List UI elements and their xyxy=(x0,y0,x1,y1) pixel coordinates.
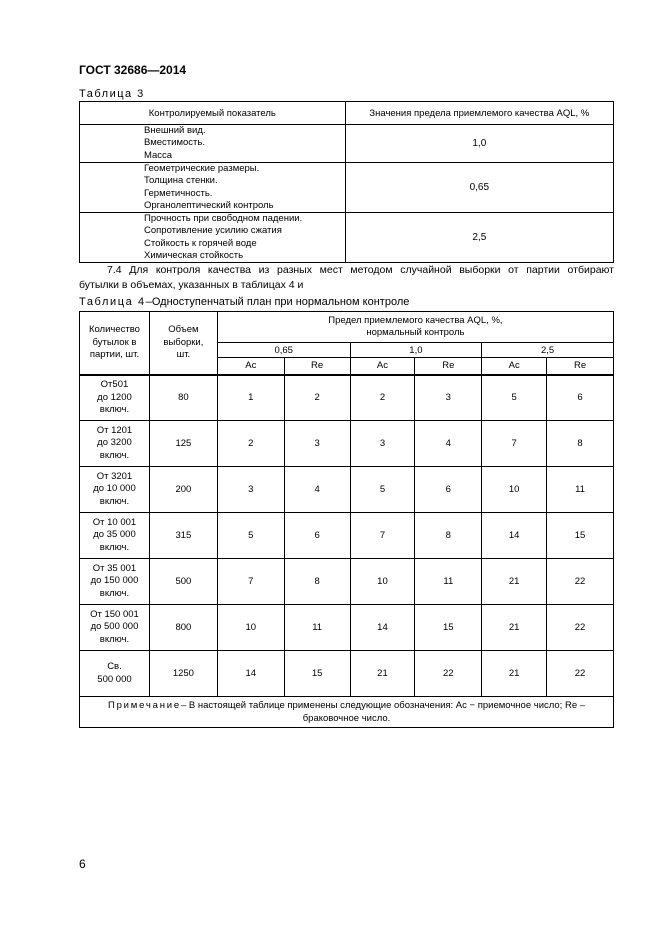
ac-cell: 21 xyxy=(482,559,547,605)
header-line: нормальный контроль xyxy=(366,327,465,338)
sample-size-cell: 80 xyxy=(149,375,217,421)
quantity-cell xyxy=(80,513,150,559)
paragraph-line: 7.4 Для контроля качества из разных мест методом случайной выборки от партии отбирают xyxy=(107,264,614,276)
ac-cell: 2 xyxy=(350,375,415,421)
table4-caption-title: –Одноступенчатый план при нормальном контроле xyxy=(145,296,410,308)
indicator-line: Внешний вид. xyxy=(144,125,206,137)
re-header: Re xyxy=(415,358,482,375)
re-cell: 6 xyxy=(284,513,350,559)
quantity-line: включ. xyxy=(99,587,130,599)
indicator-cell xyxy=(80,213,346,263)
quantity-cell xyxy=(80,605,150,651)
ac-cell: 5 xyxy=(350,467,415,513)
table4-caption xyxy=(79,296,409,308)
quantity-line: до 10 000 xyxy=(93,483,136,495)
re-cell: 11 xyxy=(415,559,482,605)
indicator-line: Сопротивление усилию сжатия xyxy=(144,225,282,237)
quantity-line: От 3201 xyxy=(96,470,133,482)
re-cell: 22 xyxy=(547,605,614,651)
ac-cell: 10 xyxy=(482,467,547,513)
indicator-line: Вместимость. xyxy=(144,137,205,149)
table3-header-indicator: Контролируемый показатель xyxy=(80,102,346,125)
indicator-cell xyxy=(80,125,346,163)
re-cell: 11 xyxy=(284,605,350,651)
re-header: Re xyxy=(547,358,614,375)
quantity-line: включ. xyxy=(99,495,130,507)
table-row xyxy=(80,421,614,467)
paragraph-7-4 xyxy=(79,263,614,293)
quantity-cell xyxy=(80,467,150,513)
ac-cell: 7 xyxy=(350,513,415,559)
sample-size-cell: 315 xyxy=(149,513,217,559)
indicator-line: Масса xyxy=(144,149,173,161)
sample-size-cell: 125 xyxy=(149,421,217,467)
quantity-line: От501 xyxy=(100,379,129,390)
re-cell: 4 xyxy=(284,467,350,513)
quantity-cell xyxy=(80,559,150,605)
quantity-line: включ. xyxy=(99,633,130,645)
quantity-line: до 35 000 xyxy=(93,529,136,541)
indicator-line: Прочность при свободном падении. xyxy=(144,213,303,225)
ac-cell: 21 xyxy=(350,651,415,697)
quantity-line: до 1200 xyxy=(97,391,132,403)
quantity-line: включ. xyxy=(99,541,130,553)
header-line: выборки, xyxy=(163,336,204,348)
quantity-line: до 500 000 xyxy=(90,621,139,633)
sample-size-cell: 500 xyxy=(149,559,217,605)
ac-cell: 3 xyxy=(350,421,415,467)
ac-header: Ac xyxy=(350,358,415,375)
ac-cell: 5 xyxy=(217,513,284,559)
aql-level: 2,5 xyxy=(482,343,614,358)
page-number: 6 xyxy=(79,857,86,871)
table-row xyxy=(80,375,614,421)
sample-size-cell: 800 xyxy=(149,605,217,651)
ac-cell: 3 xyxy=(217,467,284,513)
indicator-cell xyxy=(80,163,346,213)
quantity-line: От 150 001 xyxy=(90,608,139,620)
re-header: Re xyxy=(284,358,350,375)
re-cell: 3 xyxy=(284,421,350,467)
ac-cell: 14 xyxy=(482,513,547,559)
quantity-line: 500 000 xyxy=(97,673,132,685)
aql-value: 0,65 xyxy=(345,163,613,213)
re-cell: 6 xyxy=(415,467,482,513)
aql-value: 2,5 xyxy=(345,213,613,263)
re-cell: 8 xyxy=(284,559,350,605)
re-cell: 15 xyxy=(415,605,482,651)
re-cell: 6 xyxy=(547,375,614,421)
re-cell: 4 xyxy=(415,421,482,467)
re-cell: 8 xyxy=(547,421,614,467)
table-row xyxy=(80,605,614,651)
table-row xyxy=(80,163,614,213)
paragraph-line: бутылки в объемах, указанных в таблицах 4 и xyxy=(79,279,304,291)
ac-cell: 21 xyxy=(482,605,547,651)
ac-cell: 1 xyxy=(217,375,284,421)
indicator-line: Толщина стенки. xyxy=(144,175,218,187)
table4-note xyxy=(80,697,614,728)
table3 xyxy=(79,101,614,263)
header-line: Объем xyxy=(168,324,199,335)
sample-size-cell: 200 xyxy=(149,467,217,513)
note-label: Примечание xyxy=(107,700,181,711)
quantity-line: От 35 001 xyxy=(92,562,137,574)
indicator-line: Стойкость к горячей воде xyxy=(144,237,257,249)
header-quantity xyxy=(80,312,150,375)
aql-value: 1,0 xyxy=(345,125,613,163)
table-row xyxy=(80,467,614,513)
ac-cell: 10 xyxy=(217,605,284,651)
table3-header-aql: Значения предела приемлемого качества AQL, % xyxy=(345,102,613,125)
quantity-cell xyxy=(80,651,150,697)
re-cell: 15 xyxy=(547,513,614,559)
table4-caption-label: Таблица 4 xyxy=(79,296,146,308)
header-line: Количество xyxy=(88,324,140,335)
table3-caption: Таблица 3 xyxy=(79,88,145,100)
note-text: – В настоящей таблице применены следующие обозначения: Ac − приемочное число; Re – браковочное число. xyxy=(180,700,586,724)
quantity-line: включ. xyxy=(99,404,130,415)
ac-cell: 21 xyxy=(482,651,547,697)
table4 xyxy=(79,311,614,728)
re-cell: 2 xyxy=(284,375,350,421)
quantity-cell xyxy=(80,421,150,467)
ac-cell: 7 xyxy=(217,559,284,605)
header-aql xyxy=(217,312,613,343)
header-line: партии, шт. xyxy=(89,349,140,360)
re-cell: 15 xyxy=(284,651,350,697)
indicator-line: Герметичность. xyxy=(144,187,213,199)
re-cell: 22 xyxy=(547,651,614,697)
ac-cell: 2 xyxy=(217,421,284,467)
re-cell: 3 xyxy=(415,375,482,421)
re-cell: 11 xyxy=(547,467,614,513)
indicator-line: Химическая стойкость xyxy=(144,250,244,262)
header-line: Предел приемлемого качества AQL, %, xyxy=(328,314,503,326)
table-row xyxy=(80,213,614,263)
re-cell: 22 xyxy=(415,651,482,697)
header-sample-size xyxy=(149,312,217,375)
ac-cell: 5 xyxy=(482,375,547,421)
aql-level: 0,65 xyxy=(217,343,350,358)
ac-header: Ac xyxy=(482,358,547,375)
quantity-line: включ. xyxy=(99,449,130,461)
header-line: бутылок в xyxy=(92,336,137,348)
aql-level: 1,0 xyxy=(350,343,482,358)
re-cell: 22 xyxy=(547,559,614,605)
re-cell: 8 xyxy=(415,513,482,559)
table-row xyxy=(80,651,614,697)
quantity-line: до 3200 xyxy=(97,437,132,449)
quantity-line: От 10 001 xyxy=(92,516,137,528)
table-row xyxy=(80,559,614,605)
indicator-line: Геометрические размеры. xyxy=(144,163,260,174)
quantity-line: Св. xyxy=(107,661,122,672)
ac-cell: 14 xyxy=(350,605,415,651)
header-line: шт. xyxy=(176,349,191,360)
indicator-line: Органолептический контроль xyxy=(144,199,274,211)
ac-cell: 10 xyxy=(350,559,415,605)
quantity-line: до 150 000 xyxy=(90,575,139,587)
quantity-line: От 1201 xyxy=(96,424,133,436)
quantity-cell xyxy=(80,375,150,421)
table-row xyxy=(80,125,614,163)
table-row xyxy=(80,513,614,559)
document-code: ГОСТ 32686—2014 xyxy=(79,63,187,77)
ac-cell: 14 xyxy=(217,651,284,697)
ac-header: Ac xyxy=(217,358,284,375)
sample-size-cell: 1250 xyxy=(149,651,217,697)
ac-cell: 7 xyxy=(482,421,547,467)
